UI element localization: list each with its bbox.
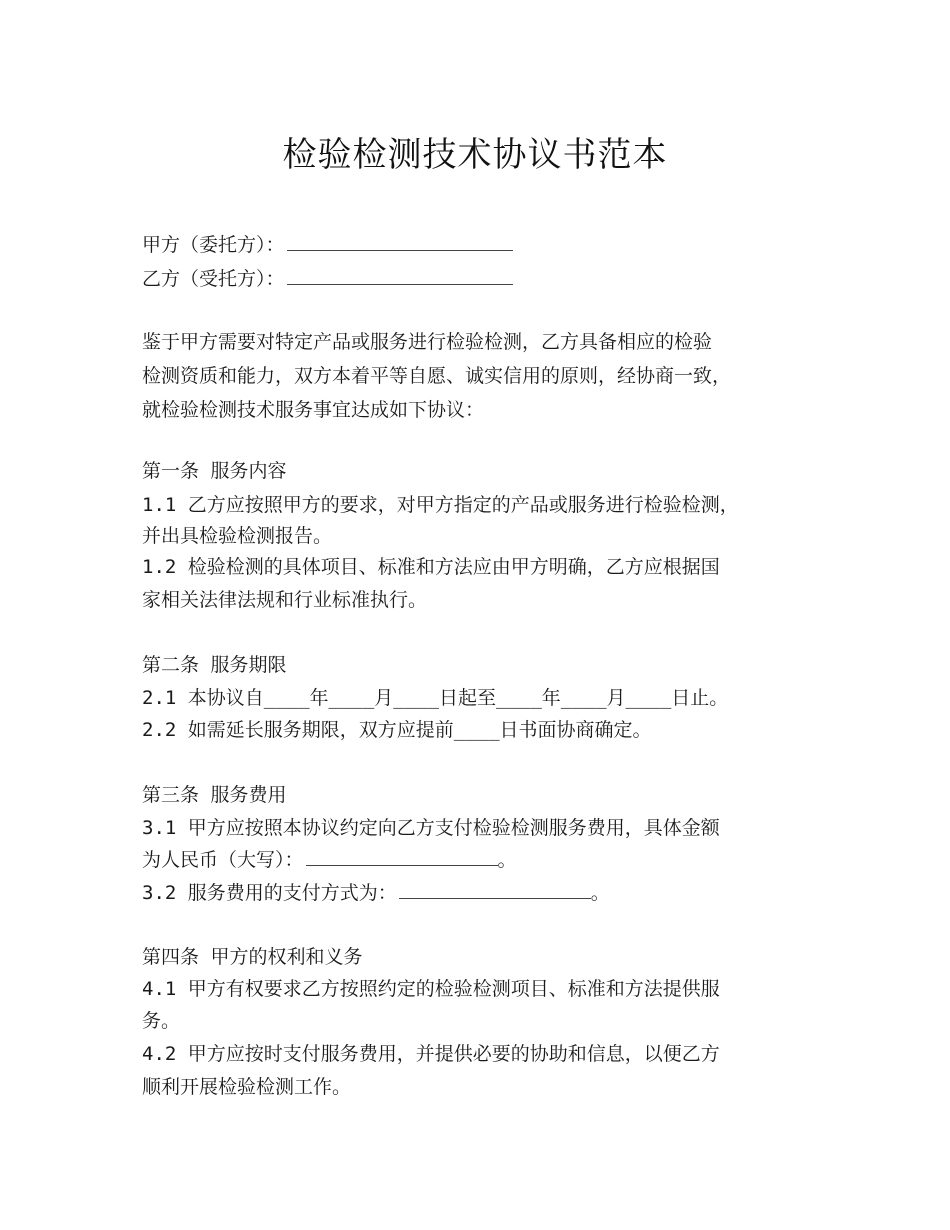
amount-blank: [306, 844, 498, 866]
article-4-line: 务。: [142, 1010, 181, 1032]
article-3-payment-line: [142, 876, 610, 910]
article-4-line: 4.1 甲方有权要求乙方按照约定的检验检测项目、标准和方法提供服: [142, 978, 720, 1000]
party-b-label: 乙方（受托方）：: [142, 268, 285, 290]
article-3-heading: 第三条 服务费用: [142, 784, 287, 806]
party-b-line: [142, 262, 513, 296]
preamble-line: 检测资质和能力，双方本着平等自愿、诚实信用的原则，经协商一致，: [142, 365, 732, 387]
article-1-heading: 第一条 服务内容: [142, 460, 287, 482]
article-2-line: 2.1 本协议自____年____月____日起至____年____月____日止。: [142, 687, 729, 709]
document-title: 检验检测技术协议书范本: [282, 135, 668, 175]
payment-blank: [399, 877, 591, 899]
article-1-line: 并出具检验检测报告。: [142, 525, 333, 547]
article-2-heading: 第二条 服务期限: [142, 654, 287, 676]
party-b-blank: [287, 263, 513, 285]
payment-label: 3.2 服务费用的支付方式为：: [142, 882, 397, 904]
party-a-line: [142, 228, 513, 262]
article-1-line: 1.2 检验检测的具体项目、标准和方法应由甲方明确，乙方应根据国: [142, 556, 720, 578]
preamble-line: 就检验检测技术服务事宜达成如下协议：: [142, 399, 485, 421]
article-1-line: 1.1 乙方应按照甲方的要求，对甲方指定的产品或服务进行检验检测，: [142, 494, 739, 516]
party-a-label: 甲方（委托方）：: [142, 234, 285, 256]
article-4-line: 4.2 甲方应按时支付服务费用，并提供必要的协助和信息，以便乙方: [142, 1043, 720, 1065]
amount-suffix: 。: [497, 849, 517, 871]
article-2-line: 2.2 如需延长服务期限，双方应提前____日书面协商确定。: [142, 719, 652, 741]
payment-suffix: 。: [590, 882, 610, 904]
article-1-line: 家相关法律法规和行业标准执行。: [142, 589, 428, 611]
party-a-blank: [287, 229, 513, 251]
preamble-line: 鉴于甲方需要对特定产品或服务进行检验检测，乙方具备相应的检验: [142, 331, 713, 353]
article-4-heading: 第四条 甲方的权利和义务: [142, 946, 363, 968]
article-3-amount-line: [142, 843, 517, 877]
amount-label: 为人民币（大写）：: [142, 849, 304, 871]
article-3-line: 3.1 甲方应按照本协议约定向乙方支付检验检测服务费用，具体金额: [142, 817, 720, 839]
article-4-line: 顺利开展检验检测工作。: [142, 1076, 352, 1098]
